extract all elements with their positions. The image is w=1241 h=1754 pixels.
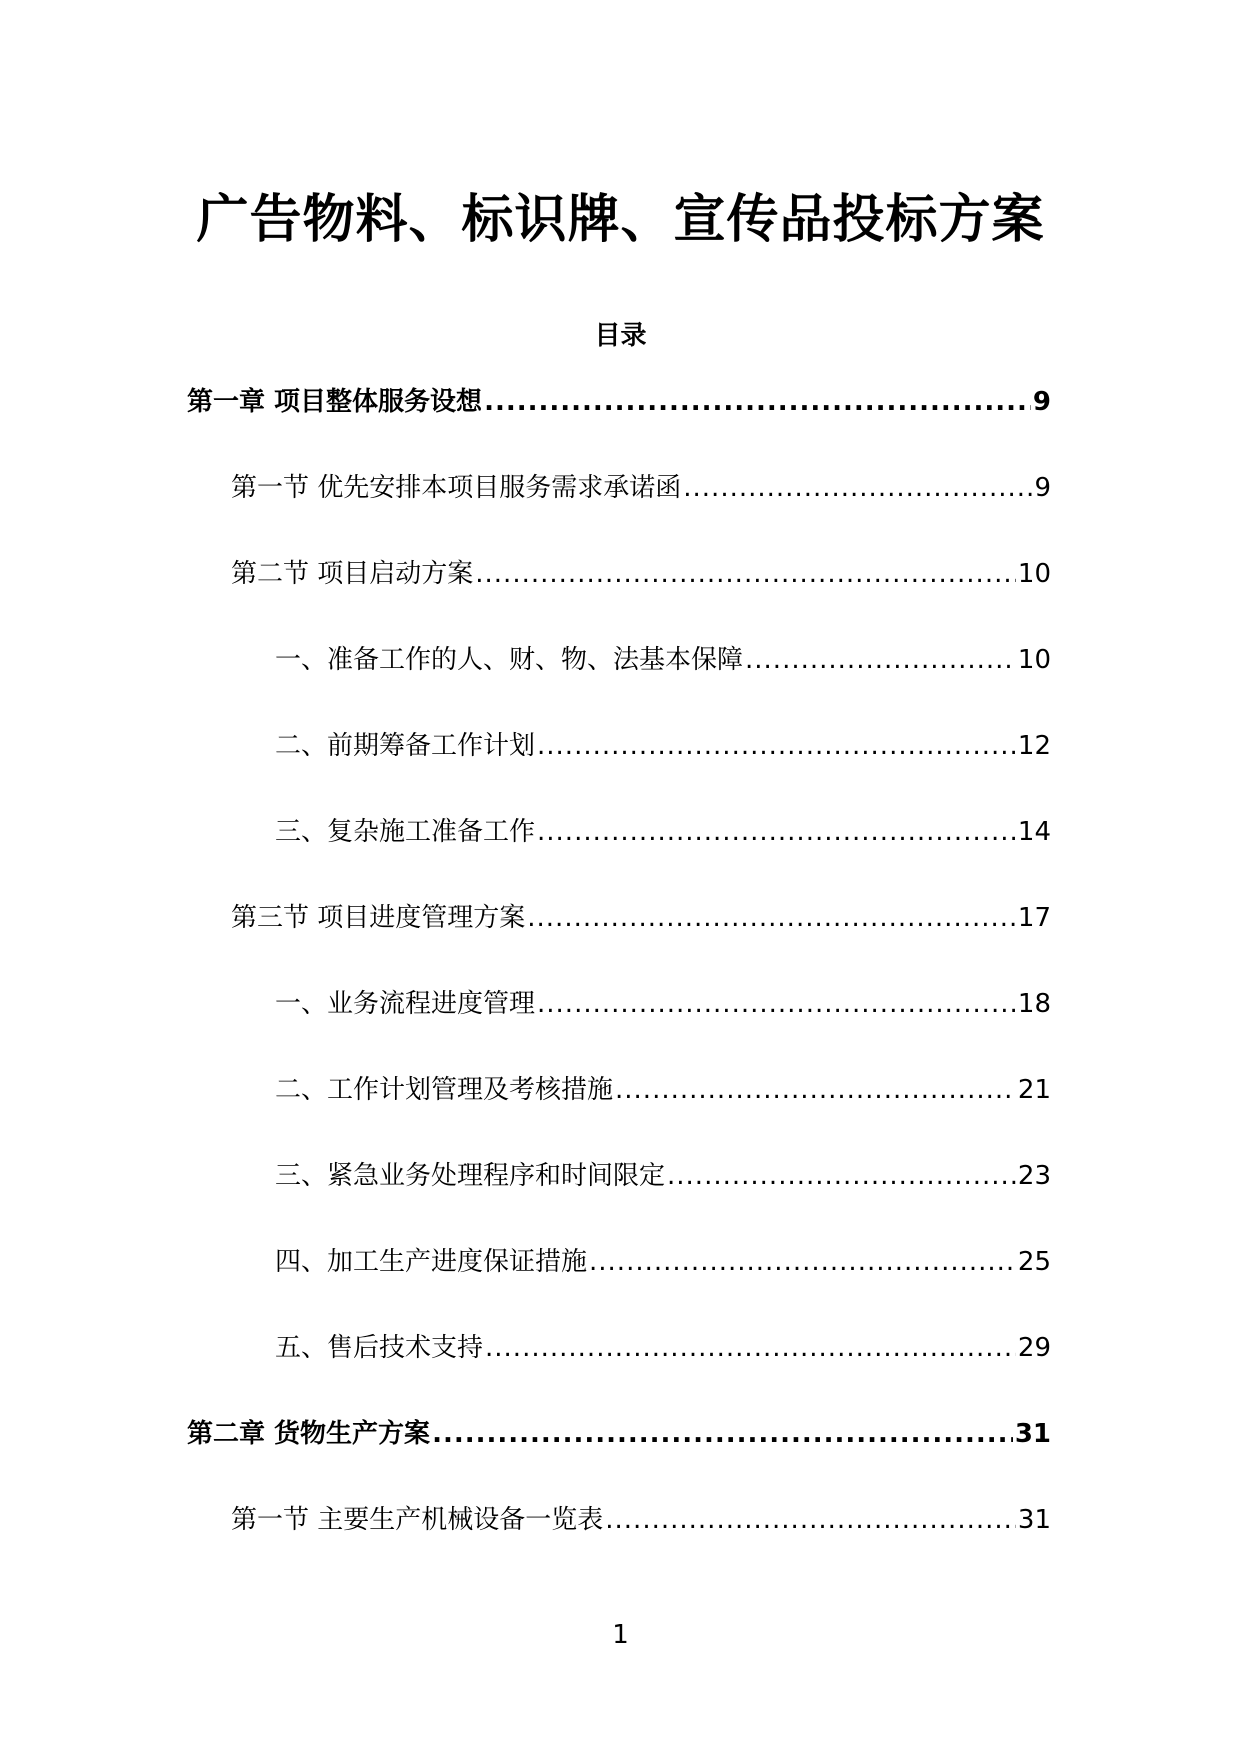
toc-entry[interactable]: [275, 986, 1051, 1022]
toc-entry[interactable]: [187, 384, 1051, 420]
toc-page-number: 12: [1017, 731, 1051, 761]
toc-page-number: 10: [1017, 645, 1051, 675]
toc-leader-dots: [485, 1330, 1016, 1366]
toc-entry-text: 二、工作计划管理及考核措施: [275, 1075, 614, 1105]
toc-page-number: 25: [1017, 1247, 1051, 1277]
page-number: 1: [612, 1620, 629, 1650]
toc-page-number: 14: [1017, 817, 1051, 847]
document-title: 广告物料、标识牌、宣传品投标方案: [196, 190, 1045, 250]
toc-leader-dots: [605, 1502, 1016, 1538]
toc-leader-dots: [683, 470, 1032, 506]
toc-entry-text: 第二章 货物生产方案: [187, 1419, 431, 1449]
toc-entry[interactable]: [231, 470, 1051, 506]
toc-entry[interactable]: [275, 1158, 1051, 1194]
toc-leader-dots: [667, 1158, 1016, 1194]
toc-leader-dots: [589, 1244, 1016, 1280]
toc-page-number: 17: [1017, 903, 1051, 933]
toc-page-number: 29: [1017, 1333, 1051, 1363]
toc-entry[interactable]: [275, 642, 1051, 678]
toc-entry[interactable]: [275, 1330, 1051, 1366]
toc-entry-text: 四、加工生产进度保证措施: [275, 1247, 588, 1277]
toc-page-number: 9: [1032, 387, 1051, 417]
toc-leader-dots: [432, 1416, 1013, 1452]
toc-leader-dots: [537, 728, 1016, 764]
toc-entry-text: 一、准备工作的人、财、物、法基本保障: [275, 645, 744, 675]
toc-entry-text: 第一节 主要生产机械设备一览表: [231, 1505, 604, 1535]
toc-leader-dots: [537, 986, 1016, 1022]
toc-entry-text: 五、售后技术支持: [275, 1333, 484, 1363]
toc-page-number: 9: [1034, 473, 1051, 503]
toc-entry[interactable]: [275, 1244, 1051, 1280]
toc-page-number: 31: [1017, 1505, 1051, 1535]
toc-entry-text: 第二节 项目启动方案: [231, 559, 474, 589]
toc-page-number: 21: [1017, 1075, 1051, 1105]
toc-entry[interactable]: [231, 900, 1051, 936]
toc-leader-dots: [537, 814, 1016, 850]
toc-entry-text: 二、前期筹备工作计划: [275, 731, 536, 761]
toc-entry[interactable]: [231, 1502, 1051, 1538]
toc-entry-text: 第一节 优先安排本项目服务需求承诺函: [231, 473, 682, 503]
toc-entry-text: 三、紧急业务处理程序和时间限定: [275, 1161, 666, 1191]
toc-entry-text: 第一章 项目整体服务设想: [187, 387, 483, 417]
toc-entry[interactable]: [275, 814, 1051, 850]
toc-page-number: 10: [1017, 559, 1051, 589]
toc-heading: 目录: [594, 321, 647, 351]
toc-leader-dots: [527, 900, 1016, 936]
toc-entry[interactable]: [187, 1416, 1051, 1452]
toc-page-number: 23: [1017, 1161, 1051, 1191]
toc-entry-text: 一、业务流程进度管理: [275, 989, 536, 1019]
toc-page-number: 31: [1014, 1419, 1051, 1449]
toc-entry[interactable]: [275, 1072, 1051, 1108]
toc-entry[interactable]: [231, 556, 1051, 592]
toc-leader-dots: [615, 1072, 1016, 1108]
toc-entry-text: 第三节 项目进度管理方案: [231, 903, 526, 933]
toc-leader-dots: [484, 384, 1031, 420]
toc-leader-dots: [475, 556, 1016, 592]
toc-leader-dots: [745, 642, 1016, 678]
toc-entry-text: 三、复杂施工准备工作: [275, 817, 536, 847]
toc-entry[interactable]: [275, 728, 1051, 764]
toc-page-number: 18: [1017, 989, 1051, 1019]
